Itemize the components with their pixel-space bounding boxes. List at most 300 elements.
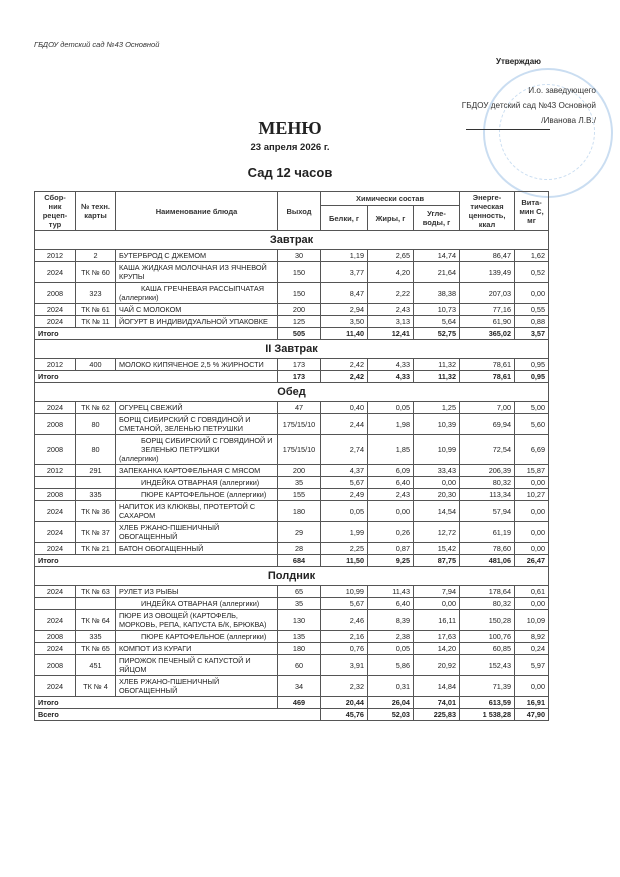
- col-carbs: Угле-воды, г: [414, 206, 460, 231]
- carbs-cell: 0,00: [414, 598, 460, 610]
- energy-cell: 71,39: [460, 676, 515, 697]
- total-label: Итого: [35, 328, 278, 340]
- fat-cell: 0,05: [368, 643, 414, 655]
- vitc-cell: 0,00: [515, 501, 549, 522]
- total-carbs: 11,32: [414, 371, 460, 383]
- card-cell: ТК № 21: [76, 543, 116, 555]
- table-row: [35, 402, 549, 414]
- protein-cell: 0,05: [321, 501, 368, 522]
- energy-cell: 80,32: [460, 477, 515, 489]
- energy-cell: 80,32: [460, 598, 515, 610]
- protein-cell: 2,94: [321, 304, 368, 316]
- yield-cell: 173: [278, 359, 321, 371]
- collection-cell: 2008: [35, 414, 76, 435]
- energy-cell: 78,61: [460, 359, 515, 371]
- yield-cell: 34: [278, 676, 321, 697]
- dish-cell: [116, 655, 278, 676]
- yield-cell: 35: [278, 477, 321, 489]
- vitc-cell: 0,00: [515, 522, 549, 543]
- table-row: [35, 501, 549, 522]
- yield-cell: 150: [278, 283, 321, 304]
- protein-cell: 2,74: [321, 435, 368, 465]
- fat-cell: 0,26: [368, 522, 414, 543]
- energy-cell: 57,94: [460, 501, 515, 522]
- yield-cell: 47: [278, 402, 321, 414]
- collection-cell: 2012: [35, 250, 76, 262]
- dish-name: КАША ЖИДКАЯ МОЛОЧНАЯ ИЗ ЯЧНЕВОЙ КРУПЫ: [119, 263, 267, 281]
- table-row: [35, 316, 549, 328]
- vitc-cell: 0,00: [515, 283, 549, 304]
- collection-cell: 2024: [35, 304, 76, 316]
- section-title: II Завтрак: [35, 340, 549, 359]
- protein-cell: 2,32: [321, 676, 368, 697]
- protein-cell: 5,67: [321, 477, 368, 489]
- card-cell: [76, 477, 116, 489]
- dish-cell: [116, 402, 278, 414]
- dish-name: БАТОН ОБОГАЩЕННЫЙ: [119, 544, 204, 553]
- approver-name: /Иванова Л.В./: [541, 116, 596, 125]
- section-title: Завтрак: [35, 231, 549, 250]
- total-row: [35, 697, 549, 709]
- total-fat: 26,04: [368, 697, 414, 709]
- col-vitc: Вита-мин С, мг: [515, 192, 549, 231]
- vitc-cell: 1,62: [515, 250, 549, 262]
- dish-name: ХЛЕБ РЖАНО-ПШЕНИЧНЫЙ ОБОГАЩЕННЫЙ: [119, 677, 220, 695]
- carbs-cell: 20,30: [414, 489, 460, 501]
- dish-name: ПЮРЕ ИЗ ОВОЩЕЙ (КАРТОФЕЛЬ, МОРКОВЬ, РЕПА, КАПУСТА Б/К, БРЮКВА): [119, 611, 267, 629]
- grand-total-row: [35, 709, 549, 721]
- yield-cell: 130: [278, 610, 321, 631]
- yield-cell: 35: [278, 598, 321, 610]
- card-cell: 400: [76, 359, 116, 371]
- total-row: [35, 328, 549, 340]
- vitc-cell: 0,00: [515, 543, 549, 555]
- total-row: [35, 555, 549, 567]
- dish-note: (аллергики): [219, 599, 260, 608]
- table-row: [35, 586, 549, 598]
- yield-cell: 175/15/10: [278, 435, 321, 465]
- total-fat: 9,25: [368, 555, 414, 567]
- dish-note: (аллергики): [119, 293, 159, 302]
- dish-name: ЙОГУРТ В ИНДИВИДУАЛЬНОЙ УПАКОВКЕ: [119, 317, 268, 326]
- collection-cell: 2024: [35, 586, 76, 598]
- table-row: [35, 643, 549, 655]
- dish-cell: [116, 477, 278, 489]
- fat-cell: 5,86: [368, 655, 414, 676]
- dish-name: ОГУРЕЦ СВЕЖИЙ: [119, 403, 183, 412]
- total-protein: 11,50: [321, 555, 368, 567]
- total-fat: 4,33: [368, 371, 414, 383]
- section-header: [35, 231, 549, 250]
- yield-cell: 150: [278, 262, 321, 283]
- yield-cell: 175/15/10: [278, 414, 321, 435]
- approver-org: ГБДОУ детский сад №43 Основной: [461, 101, 596, 110]
- dish-cell: [116, 643, 278, 655]
- energy-cell: 78,60: [460, 543, 515, 555]
- dish-cell: [116, 598, 278, 610]
- dish-name: МОЛОКО КИПЯЧЕНОЕ 2,5 % ЖИРНОСТИ: [119, 360, 264, 369]
- protein-cell: 2,16: [321, 631, 368, 643]
- collection-cell: 2024: [35, 316, 76, 328]
- dish-name: РУЛЕТ ИЗ РЫБЫ: [119, 587, 179, 596]
- total-vitc: 16,91: [515, 697, 549, 709]
- vitc-cell: 6,69: [515, 435, 549, 465]
- dish-name: БУТЕРБРОД С ДЖЕМОМ: [119, 251, 207, 260]
- vitc-cell: 8,92: [515, 631, 549, 643]
- dish-cell: [116, 414, 278, 435]
- vitc-cell: 0,00: [515, 676, 549, 697]
- dish-name: КОМПОТ ИЗ КУРАГИ: [119, 644, 192, 653]
- col-energy: Энерге-тическая ценность, ккал: [460, 192, 515, 231]
- dish-cell: [116, 359, 278, 371]
- fat-cell: 2,22: [368, 283, 414, 304]
- dish-cell: [116, 283, 278, 304]
- carbs-cell: 14,54: [414, 501, 460, 522]
- protein-cell: 0,40: [321, 402, 368, 414]
- fat-cell: 2,38: [368, 631, 414, 643]
- card-cell: 2: [76, 250, 116, 262]
- energy-cell: 61,19: [460, 522, 515, 543]
- protein-cell: 1,19: [321, 250, 368, 262]
- total-row: [35, 371, 549, 383]
- protein-cell: 3,77: [321, 262, 368, 283]
- carbs-cell: 14,84: [414, 676, 460, 697]
- carbs-cell: 7,94: [414, 586, 460, 598]
- vitc-cell: 10,09: [515, 610, 549, 631]
- table-row: [35, 414, 549, 435]
- fat-cell: 1,98: [368, 414, 414, 435]
- approver-title: И.о. заведующего: [528, 86, 596, 95]
- total-energy: 613,59: [460, 697, 515, 709]
- yield-cell: 60: [278, 655, 321, 676]
- energy-cell: 150,28: [460, 610, 515, 631]
- carbs-cell: 10,73: [414, 304, 460, 316]
- grand-total-label: Всего: [35, 709, 321, 721]
- section-header: [35, 340, 549, 359]
- col-chem: Химически состав: [321, 192, 460, 206]
- dish-cell: [116, 489, 278, 501]
- dish-cell: [116, 676, 278, 697]
- vitc-cell: 5,60: [515, 414, 549, 435]
- dish-cell: [116, 586, 278, 598]
- grand-total-energy: 1 538,28: [460, 709, 515, 721]
- carbs-cell: 15,42: [414, 543, 460, 555]
- dish-cell: [116, 522, 278, 543]
- dish-note: (аллергики): [226, 632, 267, 641]
- table-row: [35, 283, 549, 304]
- card-cell: 291: [76, 465, 116, 477]
- dish-cell: [116, 465, 278, 477]
- card-cell: 323: [76, 283, 116, 304]
- energy-cell: 113,34: [460, 489, 515, 501]
- fat-cell: 0,05: [368, 402, 414, 414]
- total-label: Итого: [35, 697, 278, 709]
- organization-name: ГБДОУ детский сад №43 Основной: [34, 40, 160, 49]
- vitc-cell: 0,61: [515, 586, 549, 598]
- vitc-cell: 0,95: [515, 359, 549, 371]
- energy-cell: 7,00: [460, 402, 515, 414]
- yield-cell: 155: [278, 489, 321, 501]
- fat-cell: 4,33: [368, 359, 414, 371]
- collection-cell: 2024: [35, 643, 76, 655]
- card-cell: ТК № 36: [76, 501, 116, 522]
- total-yield: 684: [278, 555, 321, 567]
- energy-cell: 72,54: [460, 435, 515, 465]
- total-energy: 78,61: [460, 371, 515, 383]
- dish-note: (аллергики): [219, 478, 260, 487]
- section-header: [35, 567, 549, 586]
- table-row: [35, 304, 549, 316]
- energy-cell: 206,39: [460, 465, 515, 477]
- collection-cell: [35, 477, 76, 489]
- menu-body: [35, 231, 549, 721]
- card-cell: 80: [76, 435, 116, 465]
- card-cell: 335: [76, 631, 116, 643]
- energy-cell: 152,43: [460, 655, 515, 676]
- collection-cell: 2008: [35, 655, 76, 676]
- col-collection: Сбор-ник рецеп-тур: [35, 192, 76, 231]
- collection-cell: 2024: [35, 402, 76, 414]
- dish-name: ПЮРЕ КАРТОФЕЛЬНОЕ: [141, 632, 225, 641]
- carbs-cell: 12,72: [414, 522, 460, 543]
- carbs-cell: 11,32: [414, 359, 460, 371]
- yield-cell: 65: [278, 586, 321, 598]
- fat-cell: 8,39: [368, 610, 414, 631]
- grand-total-carbs: 225,83: [414, 709, 460, 721]
- dish-note: (аллергики): [119, 454, 159, 463]
- table-row: [35, 655, 549, 676]
- table-row: [35, 435, 549, 465]
- dish-name: БОРЩ СИБИРСКИЙ С ГОВЯДИНОЙ И СМЕТАНОЙ, ЗЕЛЕНЬЮ ПЕТРУШКИ: [119, 415, 251, 433]
- protein-cell: 10,99: [321, 586, 368, 598]
- dish-cell: [116, 631, 278, 643]
- yield-cell: 30: [278, 250, 321, 262]
- card-cell: ТК № 11: [76, 316, 116, 328]
- energy-cell: 60,85: [460, 643, 515, 655]
- card-cell: [76, 598, 116, 610]
- table-row: [35, 631, 549, 643]
- card-cell: 451: [76, 655, 116, 676]
- grand-total-fat: 52,03: [368, 709, 414, 721]
- fat-cell: 0,31: [368, 676, 414, 697]
- dish-cell: [116, 543, 278, 555]
- carbs-cell: 1,25: [414, 402, 460, 414]
- yield-cell: 125: [278, 316, 321, 328]
- card-cell: ТК № 4: [76, 676, 116, 697]
- collection-cell: 2024: [35, 610, 76, 631]
- carbs-cell: 16,11: [414, 610, 460, 631]
- fat-cell: 2,65: [368, 250, 414, 262]
- table-row: [35, 676, 549, 697]
- energy-cell: 61,90: [460, 316, 515, 328]
- dish-name: ИНДЕЙКА ОТВАРНАЯ: [141, 599, 218, 608]
- dish-name: ЧАЙ С МОЛОКОМ: [119, 305, 182, 314]
- dish-name: НАПИТОК ИЗ КЛЮКВЫ, ПРОТЕРТОЙ С САХАРОМ: [119, 502, 256, 520]
- collection-cell: 2008: [35, 631, 76, 643]
- yield-cell: 135: [278, 631, 321, 643]
- fat-cell: 2,43: [368, 489, 414, 501]
- carbs-cell: 38,38: [414, 283, 460, 304]
- card-cell: ТК № 64: [76, 610, 116, 631]
- collection-cell: 2012: [35, 359, 76, 371]
- table-row: [35, 250, 549, 262]
- collection-cell: 2008: [35, 489, 76, 501]
- carbs-cell: 10,39: [414, 414, 460, 435]
- dish-cell: [116, 250, 278, 262]
- yield-cell: 180: [278, 501, 321, 522]
- carbs-cell: 20,92: [414, 655, 460, 676]
- card-cell: ТК № 60: [76, 262, 116, 283]
- menu-table: [34, 191, 549, 721]
- card-cell: ТК № 62: [76, 402, 116, 414]
- total-vitc: 26,47: [515, 555, 549, 567]
- col-fat: Жиры, г: [368, 206, 414, 231]
- dish-cell: [116, 610, 278, 631]
- dish-name: ХЛЕБ РЖАНО-ПШЕНИЧНЫЙ ОБОГАЩЕННЫЙ: [119, 523, 220, 541]
- total-vitc: 0,95: [515, 371, 549, 383]
- yield-cell: 29: [278, 522, 321, 543]
- section-title: Обед: [35, 383, 549, 402]
- collection-cell: 2012: [35, 465, 76, 477]
- protein-cell: 3,50: [321, 316, 368, 328]
- total-yield: 505: [278, 328, 321, 340]
- carbs-cell: 17,63: [414, 631, 460, 643]
- card-cell: ТК № 65: [76, 643, 116, 655]
- card-cell: ТК № 63: [76, 586, 116, 598]
- total-yield: 173: [278, 371, 321, 383]
- yield-cell: 200: [278, 304, 321, 316]
- total-energy: 481,06: [460, 555, 515, 567]
- dish-note: (аллергики): [226, 490, 267, 499]
- protein-cell: 4,37: [321, 465, 368, 477]
- protein-cell: 2,49: [321, 489, 368, 501]
- dish-name: ЗАПЕКАНКА КАРТОФЕЛЬНАЯ С МЯСОМ: [119, 466, 261, 475]
- table-row: [35, 543, 549, 555]
- col-protein: Белки, г: [321, 206, 368, 231]
- total-vitc: 3,57: [515, 328, 549, 340]
- table-row: [35, 610, 549, 631]
- dish-cell: [116, 501, 278, 522]
- dish-cell: [116, 304, 278, 316]
- vitc-cell: 0,00: [515, 598, 549, 610]
- carbs-cell: 14,74: [414, 250, 460, 262]
- fat-cell: 2,43: [368, 304, 414, 316]
- vitc-cell: 0,88: [515, 316, 549, 328]
- total-yield: 469: [278, 697, 321, 709]
- total-energy: 365,02: [460, 328, 515, 340]
- dish-name: БОРЩ СИБИРСКИЙ С ГОВЯДИНОЙ И ЗЕЛЕНЬЮ ПЕТРУШКИ: [141, 436, 273, 454]
- collection-cell: [35, 598, 76, 610]
- grand-total-protein: 45,76: [321, 709, 368, 721]
- table-row: [35, 465, 549, 477]
- fat-cell: 0,00: [368, 501, 414, 522]
- energy-cell: 207,03: [460, 283, 515, 304]
- table-row: [35, 598, 549, 610]
- collection-cell: 2008: [35, 283, 76, 304]
- page-title: МЕНЮ: [258, 118, 322, 138]
- fat-cell: 1,85: [368, 435, 414, 465]
- energy-cell: 86,47: [460, 250, 515, 262]
- vitc-cell: 15,87: [515, 465, 549, 477]
- dish-name: ПЮРЕ КАРТОФЕЛЬНОЕ: [141, 490, 225, 499]
- card-cell: 335: [76, 489, 116, 501]
- fat-cell: 3,13: [368, 316, 414, 328]
- fat-cell: 11,43: [368, 586, 414, 598]
- collection-cell: 2024: [35, 543, 76, 555]
- protein-cell: 3,91: [321, 655, 368, 676]
- table-row: [35, 262, 549, 283]
- approve-label: Утверждаю: [496, 57, 541, 66]
- protein-cell: 8,47: [321, 283, 368, 304]
- total-protein: 20,44: [321, 697, 368, 709]
- vitc-cell: 0,24: [515, 643, 549, 655]
- col-card: № техн. карты: [76, 192, 116, 231]
- total-carbs: 87,75: [414, 555, 460, 567]
- protein-cell: 2,44: [321, 414, 368, 435]
- fat-cell: 6,40: [368, 598, 414, 610]
- carbs-cell: 5,64: [414, 316, 460, 328]
- fat-cell: 6,40: [368, 477, 414, 489]
- vitc-cell: 0,52: [515, 262, 549, 283]
- dish-name: ИНДЕЙКА ОТВАРНАЯ: [141, 478, 218, 487]
- protein-cell: 5,67: [321, 598, 368, 610]
- energy-cell: 69,94: [460, 414, 515, 435]
- menu-subtitle: Сад 12 часов: [247, 165, 333, 180]
- fat-cell: 6,09: [368, 465, 414, 477]
- total-fat: 12,41: [368, 328, 414, 340]
- yield-cell: 200: [278, 465, 321, 477]
- dish-cell: [116, 435, 278, 465]
- collection-cell: 2024: [35, 522, 76, 543]
- carbs-cell: 14,20: [414, 643, 460, 655]
- total-protein: 11,40: [321, 328, 368, 340]
- dish-cell: [116, 316, 278, 328]
- table-row: [35, 489, 549, 501]
- protein-cell: 0,76: [321, 643, 368, 655]
- total-label: Итого: [35, 555, 278, 567]
- vitc-cell: 0,55: [515, 304, 549, 316]
- table-row: [35, 477, 549, 489]
- carbs-cell: 0,00: [414, 477, 460, 489]
- section-header: [35, 383, 549, 402]
- carbs-cell: 33,43: [414, 465, 460, 477]
- energy-cell: 139,49: [460, 262, 515, 283]
- total-label: Итого: [35, 371, 278, 383]
- energy-cell: 100,76: [460, 631, 515, 643]
- total-carbs: 52,75: [414, 328, 460, 340]
- card-cell: 80: [76, 414, 116, 435]
- vitc-cell: 5,00: [515, 402, 549, 414]
- card-cell: ТК № 61: [76, 304, 116, 316]
- collection-cell: 2024: [35, 501, 76, 522]
- table-row: [35, 522, 549, 543]
- carbs-cell: 10,99: [414, 435, 460, 465]
- protein-cell: 2,46: [321, 610, 368, 631]
- yield-cell: 180: [278, 643, 321, 655]
- vitc-cell: 0,00: [515, 477, 549, 489]
- collection-cell: 2024: [35, 262, 76, 283]
- dish-name: ПИРОЖОК ПЕЧЕНЫЙ С КАПУСТОЙ И ЯЙЦОМ: [119, 656, 251, 674]
- dish-name: КАША ГРЕЧНЕВАЯ РАССЫПЧАТАЯ: [141, 284, 265, 293]
- fat-cell: 4,20: [368, 262, 414, 283]
- carbs-cell: 21,64: [414, 262, 460, 283]
- dish-cell: [116, 262, 278, 283]
- card-cell: ТК № 37: [76, 522, 116, 543]
- energy-cell: 77,16: [460, 304, 515, 316]
- collection-cell: 2008: [35, 435, 76, 465]
- vitc-cell: 10,27: [515, 489, 549, 501]
- protein-cell: 2,25: [321, 543, 368, 555]
